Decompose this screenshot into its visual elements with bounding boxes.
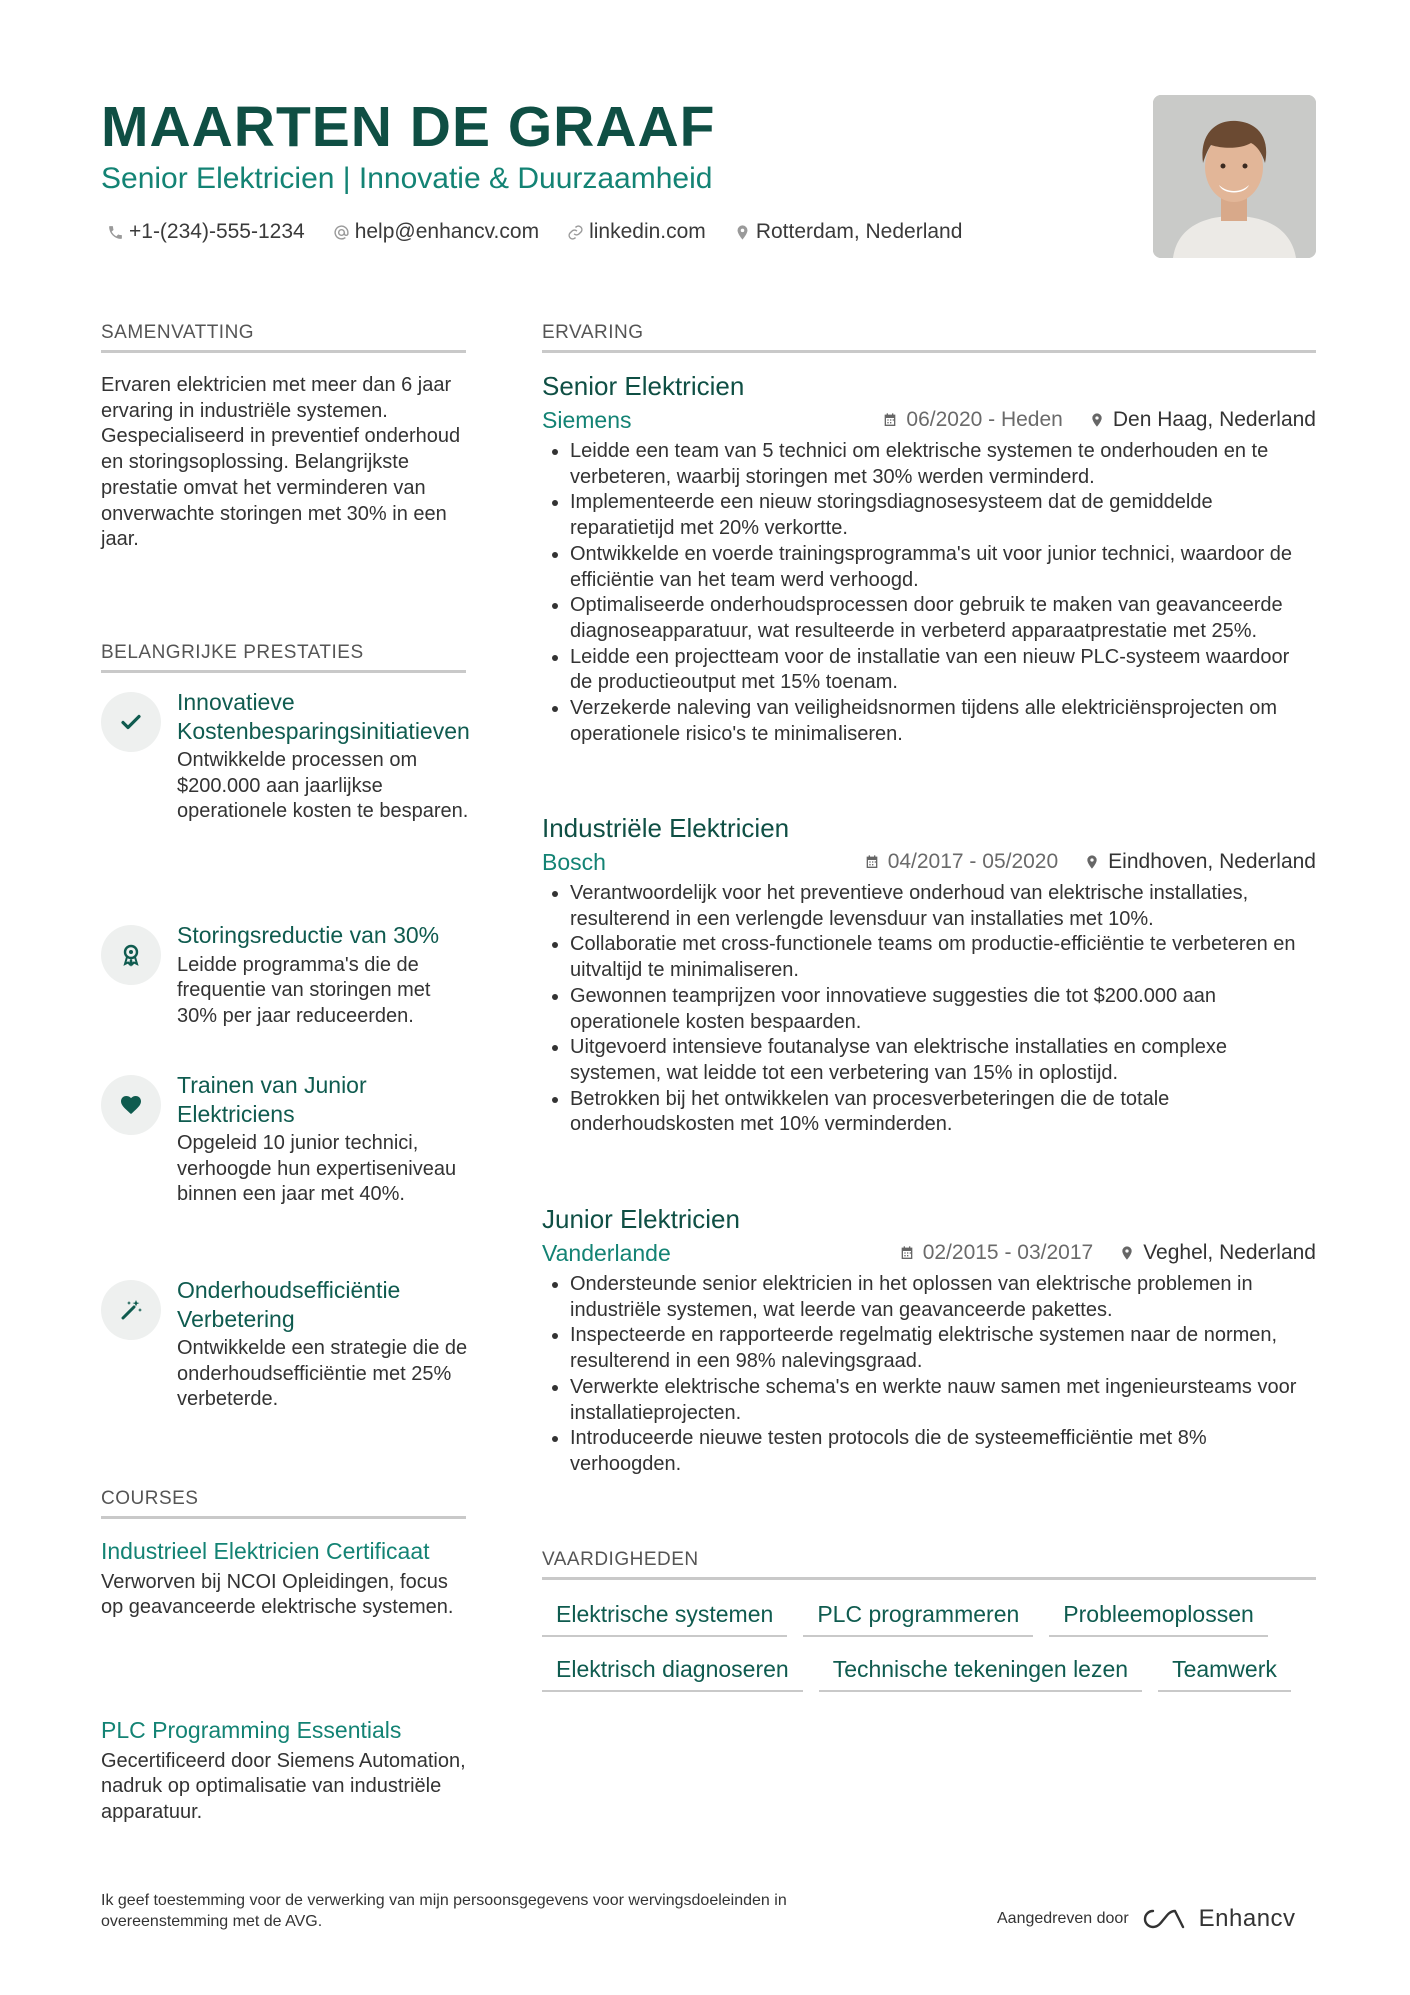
course-desc: Gecertificeerd door Siemens Automation, nadruk op optimalisatie van industriële apparatuur. [101,1749,466,1823]
company-name: Bosch [542,848,606,875]
job-bullet: • Ontwikkelde en voerde trainingsprogramma's uit voor junior technici, waardoor de efficiëntie van het team werd verhoogd. [570,542,1316,593]
powered-by-label: Aangedreven door [997,1910,1129,1927]
achievement-item [101,1071,471,1208]
job-title: Industriële Elektricien [542,813,790,843]
summary-heading: SAMENVATTING [101,322,466,353]
job-bullet: • Verantwoordelijk voor het preventieve onderhoud van elektrische installaties, resulterend in een verlengde levensduur van installaties met 10%. [570,881,1316,932]
enhancv-logo-icon [1141,1907,1187,1931]
job-bullet: • Uitgevoerd intensieve foutanalyse van elektrische installaties en complexe systemen, wat leidde tot een verbetering van 15% in oplostijd. [570,1035,1316,1086]
skill-tag: Probleemoplossen [1049,1595,1268,1637]
course-desc: Verworven bij NCOI Opleidingen, focus op geavanceerde elektrische systemen. [101,1570,454,1619]
job-entry [542,812,1316,1138]
job-meta [542,405,1316,435]
job-dates-text: 02/2015 - 03/2017 [922,1241,1094,1264]
location-pin-icon [734,224,751,241]
skills-list [542,1595,1322,1692]
job-location-text: Eindhoven, Nederland [1108,850,1316,873]
checkmark-icon [101,692,161,752]
job-bullet: • Leidde een projectteam voor de installatie van een nieuw PLC-systeem waardoor de productieoutput met 15% toenam. [570,645,1316,696]
achievements-heading: BELANGRIJKE PRESTATIES [101,642,466,673]
calendar-icon [882,412,898,428]
job-dates-text: 04/2017 - 05/2020 [887,850,1059,873]
link-icon [567,224,584,241]
phone-icon [107,224,124,241]
contact-email[interactable] [333,220,539,244]
achievement-desc: Ontwikkelde processen om $200.000 aan jaarlijkse operationele kosten te besparen. [177,749,469,823]
job-bullet: • Gewonnen teamprijzen voor innovatieve suggesties die tot $200.000 aan operationele kosten bespaarden. [570,984,1316,1035]
job-dates [864,850,1058,874]
candidate-name: MAARTEN DE GRAAF [101,95,716,159]
achievement-item [101,1276,471,1413]
consent-text: Ik geef toestemming voor de verwerking van mijn persoonsgegevens voor wervingsdoeleinden in overeenstemming met de AVG. [101,1892,787,1930]
company-name: Vanderlande [542,1239,671,1266]
job-bullet: • Introduceerde nieuwe testen protocols die de systeemefficiëntie met 8% verhoogden. [570,1426,1316,1477]
job-bullet: • Collaboratie met cross-functionele teams om productie-efficiëntie te verbeteren en uitvaltijd te minimaliseren. [570,932,1316,983]
job-location [1119,1241,1316,1265]
job-dates [882,408,1062,432]
job-title: Junior Elektricien [542,1204,740,1234]
brand-name: Enhancv [1198,1905,1296,1932]
location-text: Rotterdam, Nederland [755,220,963,243]
linkedin-text: linkedin.com [589,220,706,243]
heart-icon [101,1075,161,1135]
achievement-desc: Ontwikkelde een strategie die de onderhoudsefficiëntie met 25% verbeterde. [177,1337,468,1411]
achievement-item [101,688,471,825]
job-entry [542,370,1316,747]
job-bullet: • Ondersteunde senior elektricien in het oplossen van elektrische problemen in industriële systemen, wat leerde van geavanceerde pakettes. [570,1272,1316,1323]
skills-heading: VAARDIGHEDEN [542,1549,1316,1580]
contact-linkedin[interactable] [567,220,706,244]
course-item [101,1537,471,1621]
achievement-title: Innovatieve Kostenbesparingsinitiatieven [177,689,470,744]
job-bullet: • Inspecteerde en rapporteerde regelmatig elektrische systemen naar de normen, resulterend in een 98% nalevingsgraad. [570,1323,1316,1374]
at-icon [333,224,350,241]
magic-wand-icon [101,1280,161,1340]
achievement-title: Onderhoudsefficiëntie Verbetering [177,1277,401,1332]
achievement-item [101,921,471,1030]
job-entry [542,1203,1316,1478]
job-bullet: • Optimaliseerde onderhoudsprocessen door gebruik te maken van geavanceerde diagnoseapparatuur, wat resulteerde in verbeterd apparaatprestatie met 25%. [570,593,1316,644]
powered-by[interactable] [997,1905,1296,1933]
job-bullets [542,1272,1316,1478]
job-location-text: Veghel, Nederland [1143,1241,1316,1264]
job-location [1084,850,1316,874]
job-bullets [542,881,1316,1138]
phone-text: +1-(234)-555-1234 [129,220,305,243]
achievement-title: Storingsreductie van 30% [177,922,440,948]
location-pin-icon [1084,854,1100,870]
experience-heading: ERVARING [542,322,1316,353]
course-item [101,1716,471,1826]
skill-tag: PLC programmeren [803,1595,1033,1637]
course-title: PLC Programming Essentials [101,1717,402,1743]
job-bullet: • Implementeerde een nieuw storingsdiagnosesysteem dat de gemiddelde reparatietijd met 20% verkortte. [570,490,1316,541]
award-icon [101,925,161,985]
achievement-title: Trainen van Junior Elektriciens [177,1072,367,1127]
profile-photo [1153,95,1316,258]
job-bullet: • Leidde een team van 5 technici om elektrische systemen te onderhouden en te verbeteren, waarbij storingen met 30% werden verminderd. [570,439,1316,490]
calendar-icon [899,1245,915,1261]
location-pin-icon [1089,412,1105,428]
courses-heading: COURSES [101,1488,466,1519]
job-bullets [542,439,1316,747]
achievement-desc: Leidde programma's die de frequentie van storingen met 30% per jaar reduceerden. [177,953,431,1027]
company-name: Siemens [542,406,632,433]
skill-tag: Technische tekeningen lezen [819,1650,1142,1692]
email-text: help@enhancv.com [354,220,540,243]
contact-location [734,220,963,244]
headline: Senior Elektricien | Innovatie & Duurzaamheid [101,162,713,195]
skill-tag: Teamwerk [1158,1650,1291,1692]
job-meta [542,847,1316,877]
achievement-desc: Opgeleid 10 junior technici, verhoogde hun expertiseniveau binnen een jaar met 40%. [177,1132,457,1206]
calendar-icon [864,854,880,870]
job-location [1089,408,1316,432]
contact-bar [107,220,962,244]
job-dates [899,1241,1093,1265]
job-dates-text: 06/2020 - Heden [906,408,1063,431]
job-location-text: Den Haag, Nederland [1112,408,1316,431]
job-title: Senior Elektricien [542,371,745,401]
summary-text: Ervaren elektricien met meer dan 6 jaar ervaring in industriële systemen. Gespecialiseerd in preventief onderhoud en storingsoplossing. Belangrijkste prestatie omvat het verminderen van onverwachte storingen met 30% in een jaar. [101,374,461,551]
avatar [1153,95,1316,258]
job-bullet: • Verwerkte elektrische schema's en werkte nauw samen met ingenieursteams voor installatieprojecten. [570,1375,1316,1426]
location-pin-icon [1119,1245,1135,1261]
course-title: Industrieel Elektricien Certificaat [101,1538,430,1564]
skill-tag: Elektrisch diagnoseren [542,1650,803,1692]
skill-tag: Elektrische systemen [542,1595,787,1637]
job-bullet: • Betrokken bij het ontwikkelen van procesverbeteringen die de totale onderhoudskosten met 10% verminderden. [570,1087,1316,1138]
job-meta [542,1238,1316,1268]
contact-phone[interactable] [107,220,305,244]
job-bullet: • Verzekerde naleving van veiligheidsnormen tijdens alle elektriciënsprojecten om operationele risico's te minimaliseren. [570,696,1316,747]
